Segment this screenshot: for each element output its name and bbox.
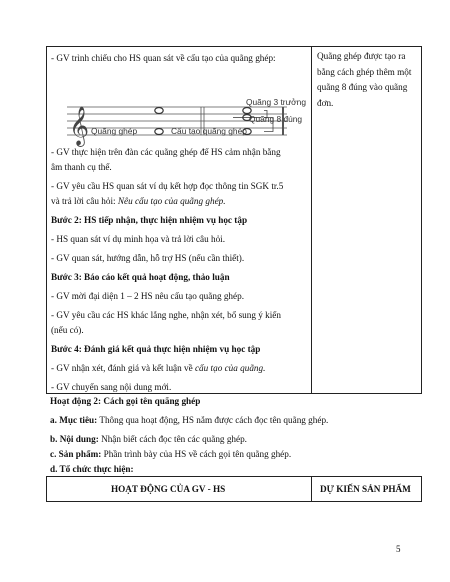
text-line: - GV chuyển sang nội dung mới.: [51, 382, 172, 392]
content-line: [50, 434, 247, 444]
activity-table-header: [46, 476, 422, 502]
text-line: đơn.: [317, 97, 334, 108]
compound-interval-label: Quãng ghép: [91, 126, 138, 136]
text-line: - GV yêu cầu HS quan sát ví dụ kết hợp đọc thông tin SGK tr.5: [51, 181, 284, 191]
major-third-label: Quãng 3 trưởng: [246, 97, 306, 107]
step-2-heading: Bước 2: HS tiếp nhận, thực hiện nhiệm vụ học tập: [51, 215, 248, 225]
text-line: - GV quan sát, hướng dẫn, hỗ trợ HS (nếu cần thiết).: [51, 253, 245, 263]
product-line: [50, 449, 291, 459]
text-line: âm thanh cụ thể.: [51, 162, 112, 172]
text-line: - GV thực hiện trên đàn các quãng ghép để HS cảm nhận bằng: [51, 147, 281, 157]
text-line: - HS quan sát ví dụ minh họa và trả lời câu hỏi.: [51, 234, 226, 244]
objective-text: Thông qua hoạt động, HS nắm được cách đọc tên quãng ghép.: [97, 415, 329, 425]
product-label: c. Sản phẩm:: [50, 449, 102, 459]
treble-clef-icon: 𝄞: [69, 106, 90, 146]
objective-label: a. Mục tiêu:: [50, 415, 98, 425]
text-line: bằng cách ghép thêm một: [317, 66, 412, 77]
column-header-activity: HOẠT ĐỘNG CỦA GV - HS: [111, 484, 226, 494]
lesson-table: [46, 46, 422, 394]
text-span: - GV nhận xét, đánh giá và kết luận về: [51, 363, 195, 373]
column-header-product: DỰ KIẾN SẢN PHẨM: [320, 484, 411, 494]
product-text: Phần trình bày của HS về cách gọi tên quãng ghép.: [101, 449, 292, 459]
perfect-octave-label: Quãng 8 đúng: [249, 114, 303, 124]
text-line: - GV trình chiếu cho HS quan sát về cấu tạo của quãng ghép:: [51, 53, 276, 63]
content-label: b. Nội dung:: [50, 434, 99, 444]
text-line: [51, 363, 265, 373]
content-text: Nhận biết cách đọc tên các quãng ghép.: [98, 434, 247, 444]
text-span: và trả lời câu hỏi:: [51, 196, 118, 206]
step-4-heading: Bước 4: Đánh giá kết quả thực hiện nhiệm vụ học tập: [51, 344, 261, 354]
step-3-heading: Bước 3: Báo cáo kết quả hoạt động, thảo luận: [51, 272, 230, 282]
expected-product-column: [317, 49, 419, 111]
text-line: (nếu có).: [51, 325, 84, 335]
text-line: - GV yêu cầu các HS khác lắng nghe, nhận xét, bổ sung ý kiến: [51, 310, 281, 320]
organization-heading: d. Tổ chức thực hiện:: [50, 464, 134, 474]
column-divider: [311, 477, 312, 501]
page-number: 5: [396, 544, 401, 554]
column-divider: [311, 47, 312, 393]
question-italic: Nêu cấu tạo của quãng ghép.: [117, 196, 226, 206]
conclusion-italic: cấu tạo của quãng.: [194, 363, 266, 373]
objective-line: [50, 415, 328, 425]
text-line: quãng 8 đúng vào quãng: [317, 82, 408, 92]
text-line: [51, 196, 226, 206]
structure-label: Cấu tạo quãng ghép: [171, 126, 247, 136]
text-line: - GV mời đại diện 1 – 2 HS nêu cấu tạo quãng ghép.: [51, 291, 244, 301]
text-line: Quãng ghép được tạo ra: [317, 51, 406, 61]
activity-2-heading: Hoạt động 2: Cách gọi tên quãng ghép: [50, 396, 201, 406]
